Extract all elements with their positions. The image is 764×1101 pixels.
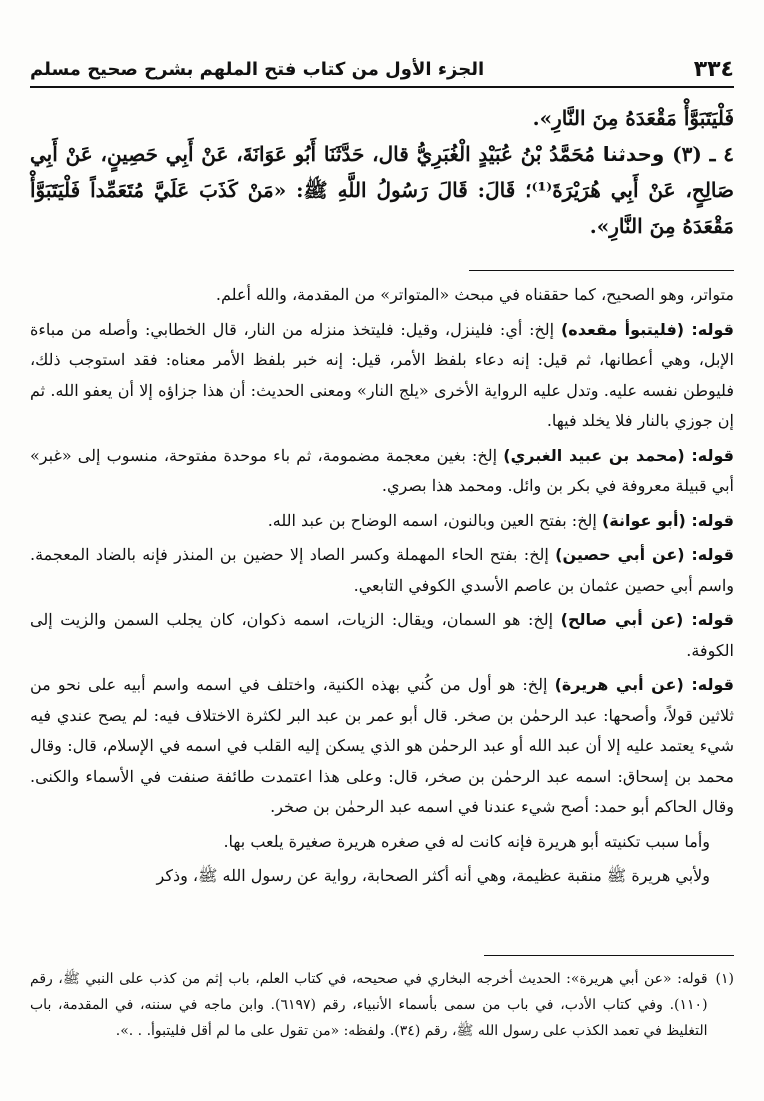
commentary-text: إلخ: هو أول من كُني بهذه الكنية، واختلف في اسمه واسم أبيه على نحو من ثلاثين قولاً، وأصحها: عبد الرحمٰن بن صخر. قال أبو عمر بن عبد البر لكثرة الاختلاف فيه: لم يصح عندي فيه شيء يعتمد عليه إلا أن عبد الله أو عبد الرحمٰن هو الذي يسكن إليه القلب في اسمه في الإسلام، قال: وقال محمد بن إسحاق: اسمه عبد الرحمٰن بن صخر، قال: وعلى هذا اعتمدت طائفة صنفت في الأسماء والكنى. وقال الحاكم أبو حمد: أصح شيء عندنا في اسمه عبد الرحمٰن بن صخر. bbox=[30, 675, 734, 816]
book-title: الجزء الأول من كتاب فتح الملهم بشرح صحيح مسلم bbox=[30, 59, 485, 80]
hadith-text bbox=[30, 100, 734, 244]
footnote-text: قوله: «عن أبي هريرة»: الحديث أخرجه البخاري في صحيحه، في كتاب العلم، باب إثم من كذب على النبي ﷺ، رقم (١١٠). وفي كتاب الأدب، في باب من سمى بأسماء الأنبياء، رقم (٦١٩٧). وابن ماجه في سننه، في المقدمة، باب التغليظ في تعمد الكذب على رسول الله ﷺ، رقم (٣٤). ولفظه: «من تقول على ما لم أقل فليتبوأ. . .». bbox=[30, 971, 708, 1039]
commentary-keyword: قوله: (أبو عوانة) bbox=[601, 510, 734, 530]
commentary-paragraph bbox=[30, 670, 734, 823]
commentary-paragraph bbox=[30, 540, 734, 601]
commentary bbox=[30, 280, 734, 896]
commentary-paragraph bbox=[30, 506, 734, 537]
commentary-keyword: قوله: (عن أبي حصين) bbox=[555, 545, 735, 564]
commentary-paragraph bbox=[30, 315, 734, 437]
commentary-paragraph bbox=[30, 441, 734, 502]
running-header bbox=[30, 46, 734, 88]
page-number: ٣٣٤ bbox=[693, 57, 734, 82]
commentary-paragraph bbox=[30, 827, 734, 858]
hadith-number: ٤ ـ (٣) bbox=[672, 142, 734, 166]
commentary-text: إلخ: بغين معجمة مضمومة، ثم باء موحدة مفتوحة، منسوب إلى «غبر» أبي قبيلة معروفة في بكر بن وائل. ومحمد هذا بصري. bbox=[30, 445, 734, 495]
commentary-paragraph bbox=[30, 280, 734, 311]
commentary-keyword: قوله: (عن أبي هريرة) bbox=[554, 675, 734, 694]
hadith-body: مُحَمَّدُ بْنُ عُبَيْدٍ الْغُبَرِيُّ قال، حَدَّثَنَا أَبُو عَوَانَةَ، عَنْ أَبِي حَصِينٍ، عَنْ أَبِي صَالِحٍ، عَنْ أَبِي هُرَيْرَةَ⁽¹⁾؛ قَالَ: قَالَ رَسُولُ اللَّهِ ﷺ: «مَنْ كَذَبَ عَلَيَّ مُتَعَمِّداً فَلْيَتَبَوَّأْ مَقْعَدَهُ مِنَ النَّارِ». bbox=[30, 142, 735, 238]
commentary-text: متواتر، وهو الصحيح، كما حققناه في مبحث «المتواتر» من المقدمة، والله أعلم. bbox=[215, 285, 734, 304]
commentary-paragraph bbox=[30, 861, 734, 892]
commentary-text: وأما سبب تكنيته أبو هريرة فإنه كانت له في صغره هريرة صغيرة يلعب بها. bbox=[223, 831, 710, 851]
commentary-text: إلخ: أي: فلينزل، وقيل: فليتخذ منزله من النار، قال الخطابي: وأصله من مباءة الإبل، وهي أعطانها، ثم قيل: إنه دعاء بلفظ الأمر، قيل: إنه خبر بلفظ الأمر معناه: فقد استوجب ذلك، فليوطن نفسه عليه. وتدل عليه الرواية الأخرى «يلج النار» ومعنى الحديث: أن هذا جزاؤه إلا أن يعفو الله. ثم إن جوزي بالنار فلا يخلد فيها. bbox=[30, 319, 735, 430]
hadith-paragraph bbox=[30, 136, 734, 244]
commentary-paragraph bbox=[30, 605, 734, 666]
commentary-text: إلخ: هو السمان، ويقال: الزيات، اسمه ذكوان، كان يجلب السمن والزيت إلى الكوفة. bbox=[30, 610, 734, 660]
commentary-keyword: قوله: (عن أبي صالح) bbox=[560, 610, 734, 629]
commentary-keyword: قوله: (فليتبوأ مقعده) bbox=[560, 319, 735, 339]
hadith-lead-word: وحدثنا bbox=[602, 142, 665, 166]
commentary-text: ولأبي هريرة ﷺ منقبة عظيمة، وهي أنه أكثر الصحابة، رواية عن رسول الله ﷺ، وذكر bbox=[156, 866, 710, 885]
commentary-text: إلخ: بفتح الحاء المهملة وكسر الصاد إلا حضين بن المنذر فإنه بالضاد المعجمة. واسم أبي حصين عثمان بن عاصم الأسدي الكوفي التابعي. bbox=[30, 545, 734, 595]
footnote-number: (١) bbox=[715, 971, 734, 987]
commentary-keyword: قوله: (محمد بن عبيد الغبري) bbox=[503, 445, 734, 465]
footnote-separator bbox=[484, 955, 734, 956]
hadith-continuation: فَلْيَتَبَوَّأْ مَقْعَدَهُ مِنَ النَّارِ». bbox=[532, 106, 734, 130]
footnote bbox=[30, 966, 734, 1044]
commentary-text: إلخ: بفتح العين وبالنون، اسمه الوضاح بن عبد الله. bbox=[267, 510, 602, 530]
text-separator bbox=[469, 270, 734, 271]
